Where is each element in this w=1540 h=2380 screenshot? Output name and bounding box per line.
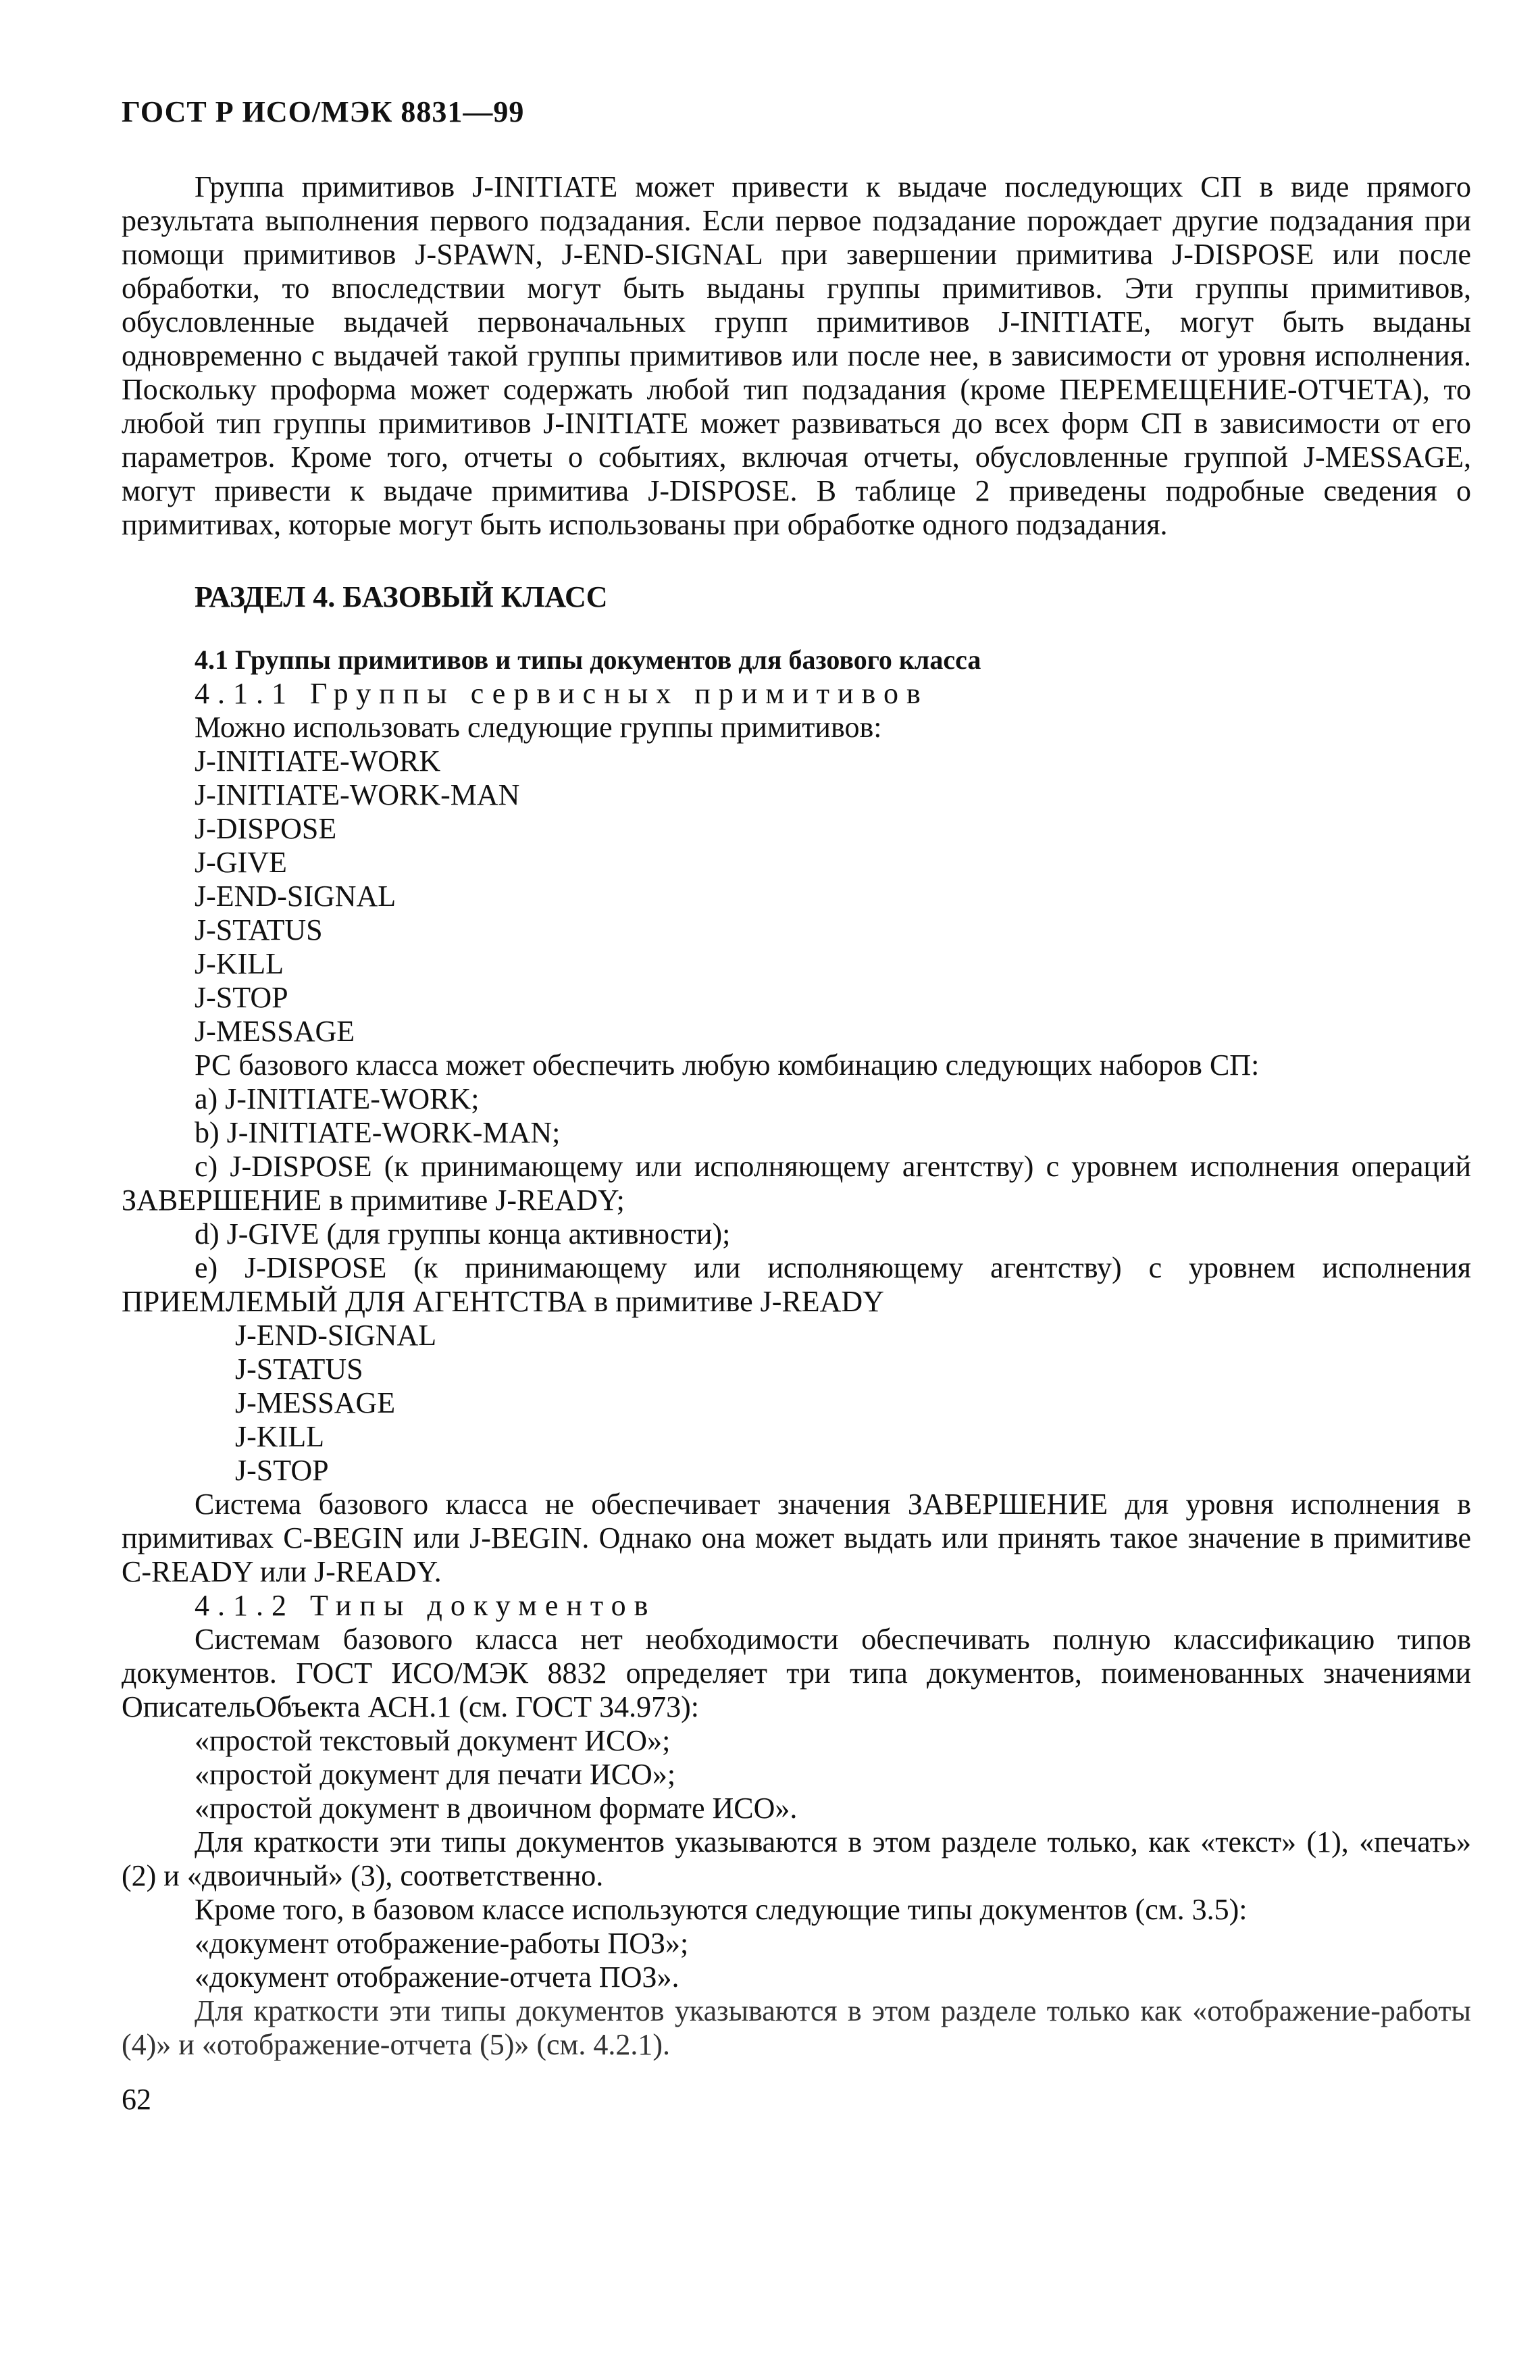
page-number: 62: [122, 2083, 151, 2116]
list-item: J-KILL: [195, 947, 284, 980]
document-header: ГОСТ Р ИСО/МЭК 8831—99: [122, 95, 525, 128]
subsection-heading-4-1: 4.1 Группы примитивов и типы документов для базового класса: [195, 644, 981, 675]
doc-types-paragraph: Системам базового класса нет необходимости обеспечивать полную классификацию типов документов. ГОСТ ИСО/МЭК 8832 определяет три типа документов, поименованных значениями ОписательОбъекта АСН.1 (см. ГОСТ 34.973):: [122, 1623, 1471, 1723]
section-4-1-body: [122, 643, 1471, 2062]
closing-paragraph: Система базового класса не обеспечивает значения ЗАВЕРШЕНИЕ для уровня исполнения в примитивах C-BEGIN или J-BEGIN. Однако она может выдать или принять такое значение в примитиве C-READY или J-READY.: [122, 1488, 1471, 1588]
list-item: J-GIVE: [195, 846, 287, 879]
list-item: J-END-SIGNAL: [235, 1319, 437, 1352]
list-item: «документ отображение-отчета ПОЗ».: [195, 1960, 679, 1994]
list-item: J-MESSAGE: [195, 1015, 355, 1048]
list-item: «простой документ в двоичном формате ИСО».: [195, 1792, 798, 1825]
list-item: J-STOP: [195, 981, 288, 1014]
list-item: J-STATUS: [195, 913, 323, 946]
list-item: J-STOP: [235, 1454, 329, 1487]
intro-paragraph: Группа примитивов J-INITIATE может привести к выдаче последующих СП в виде прямого результата выполнения первого подзадания. Если первое подзадание порождает другие подзадания при помощи примитивов J-SPAWN, J-END-SIGNAL при завершении примитива J-DISPOSE или после обработки, то впоследствии могут быть выданы группы примитивов. Эти группы примитивов, обусловленные выдачей первоначальных групп примитивов J-INITIATE, могут быть выданы одновременно с выдачей такой группы примитивов или после нее, в зависимости от уровня исполнения. Поскольку проформа может содержать любой тип подзадания (кроме ПЕРЕМЕЩЕНИЕ-ОТЧЕТА), то любой тип группы примитивов J-INITIATE может развиваться до всех форм СП в зависимости от его параметров. Кроме того, отчеты о событиях, включая отчеты, обусловленные группой J-MESSAGE, могут привести к выдаче примитива J-DISPOSE. В таблице 2 приведены подробные сведения о примитивах, которые могут быть использованы при обработке одного подзадания.: [122, 170, 1471, 541]
subsection-heading-4-1-1: 4.1.1 Группы сервисных примитивов: [195, 677, 929, 710]
list-item-a: a) J-INITIATE-WORK;: [195, 1082, 480, 1115]
list-item: «документ отображение-работы ПОЗ»;: [195, 1927, 689, 1960]
list-item: J-DISPOSE: [195, 812, 337, 845]
section-title: РАЗДЕЛ 4. БАЗОВЫЙ КЛАСС: [195, 580, 608, 613]
list-item-e: e) J-DISPOSE (к принимающему или исполняющему агентству) с уровнем исполнения ПРИЕМЛЕМЫЙ ДЛЯ АГЕНТСТВА в примитиве J-READY: [122, 1251, 1471, 1318]
list-item: J-INITIATE-WORK: [195, 744, 441, 778]
list-item: J-STATUS: [235, 1352, 363, 1386]
list-item: J-KILL: [235, 1420, 324, 1453]
list-item: «простой текстовый документ ИСО»;: [195, 1724, 671, 1757]
list-item: J-MESSAGE: [235, 1386, 396, 1419]
additional-types-lead: Кроме того, в базовом классе используются следующие типы документов (см. 3.5):: [195, 1893, 1248, 1926]
list-item-b: b) J-INITIATE-WORK-MAN;: [195, 1116, 561, 1149]
list-item: J-INITIATE-WORK-MAN: [195, 778, 520, 811]
list-item-d: d) J-GIVE (для группы конца активности);: [195, 1217, 731, 1250]
brevity-paragraph-2: Для краткости эти типы документов указываются в этом разделе только как «отображение-работы (4)» и «отображение-отчета (5)» (см. 4.2.1).: [122, 1994, 1471, 2061]
rs-lead-text: РС базового класса может обеспечить любую комбинацию следующих наборов СП:: [195, 1048, 1260, 1082]
subsection-heading-4-1-2: 4.1.2 Типы документов: [195, 1589, 657, 1622]
list-item: «простой документ для печати ИСО»;: [195, 1758, 676, 1791]
groups-lead-text: Можно использовать следующие группы примитивов:: [195, 711, 882, 744]
list-item-c: c) J-DISPOSE (к принимающему или исполняющему агентству) с уровнем исполнения операций ЗАВЕРШЕНИЕ в примитиве J-READY;: [122, 1150, 1471, 1217]
list-item: J-END-SIGNAL: [195, 880, 396, 913]
brevity-paragraph: Для краткости эти типы документов указываются в этом разделе только, как «текст» (1), «печать» (2) и «двоичный» (3), соответственно.: [122, 1825, 1471, 1892]
